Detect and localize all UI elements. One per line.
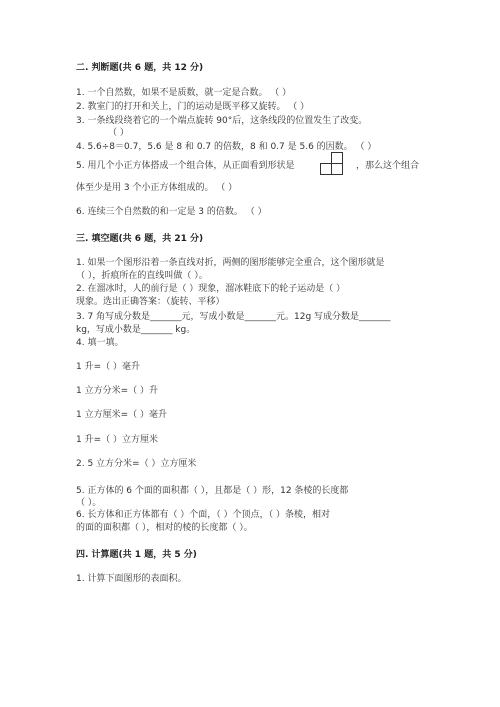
fill-item: 1 升=（ ）立方厘米	[76, 435, 158, 445]
question-text: 体至少是用 3 个小正方体组成的。 （ ）	[76, 183, 238, 193]
fill-item: 1 立方分米=（ ）升	[76, 386, 158, 396]
cube-front-view-figure	[320, 152, 350, 180]
question-text: 1. 计算下面图形的表面积。	[76, 574, 187, 584]
question-text: 1. 一个自然数，如果不是质数，就一定是合数。 （ ）	[76, 88, 292, 98]
question-text: 4. 填一填。	[76, 338, 124, 348]
question-text: 3. 7 角写成分数是_______元，写成小数是_______元。12g 写成分数是_______	[76, 312, 391, 322]
section-heading: 二. 判断题(共 6 题，共 12 分)	[76, 63, 204, 73]
question-text: ，那么这个组合	[356, 161, 420, 171]
question-text: 4. 5.6÷8＝0.7，5.6 是 8 和 0.7 的倍数，8 和 0.7 是 5.6 的因数。 （ ）	[76, 142, 377, 152]
question-text: 2. 在溜冰时，人的前行是（ ）现象，溜冰鞋底下的轮子运动是（ ）	[76, 284, 346, 294]
question-text: kg，写成小数是_______ kg。	[76, 325, 196, 335]
question-text: 现象。选出正确答案：（旋转、平移）	[76, 297, 225, 307]
question-text: 3. 一条线段绕着它的一个端点旋转 90°后，这条线段的位置发生了改变。	[76, 116, 368, 126]
question-text: 6. 连续三个自然数的和一定是 3 的倍数。 （ ）	[76, 207, 267, 217]
section-heading: 三. 填空题(共 6 题，共 21 分)	[76, 234, 204, 244]
question-text: 6. 长方体和正方体都有（ ）个面，（ ）个顶点，（ ）条棱，相对	[76, 510, 331, 520]
question-text: 1. 如果一个图形沿着一条直线对折，两侧的图形能够完全重合，这个图形就是	[76, 258, 385, 268]
answer-blank: （ ）	[108, 128, 129, 138]
fill-item: 1 升=（ ）毫升	[76, 362, 140, 372]
question-text: 的面的面积都（ ），相对的棱的长度都（ ）。	[76, 523, 253, 533]
question-text: （ ），折痕所在的直线叫做（ ）。	[76, 271, 208, 281]
question-text: 5. 用几个小正方体搭成一个组合体，从正面看到形状是	[76, 161, 295, 171]
question-text: 5. 正方体的 6 个面的面积都（ ），且都是（ ）形，12 条棱的长度都	[76, 486, 349, 496]
fill-item: 1 立方厘米=（ ）毫升	[76, 410, 167, 420]
question-text: 2. 教室门的打开和关上，门的运动是既平移又旋转。 （ ）	[76, 102, 310, 112]
fill-item: 2. 5 立方分米=（ ）立方厘米	[76, 459, 197, 469]
question-text: （ ）。	[76, 498, 102, 508]
section-heading: 四. 计算题(共 1 题，共 5 分)	[76, 550, 197, 560]
